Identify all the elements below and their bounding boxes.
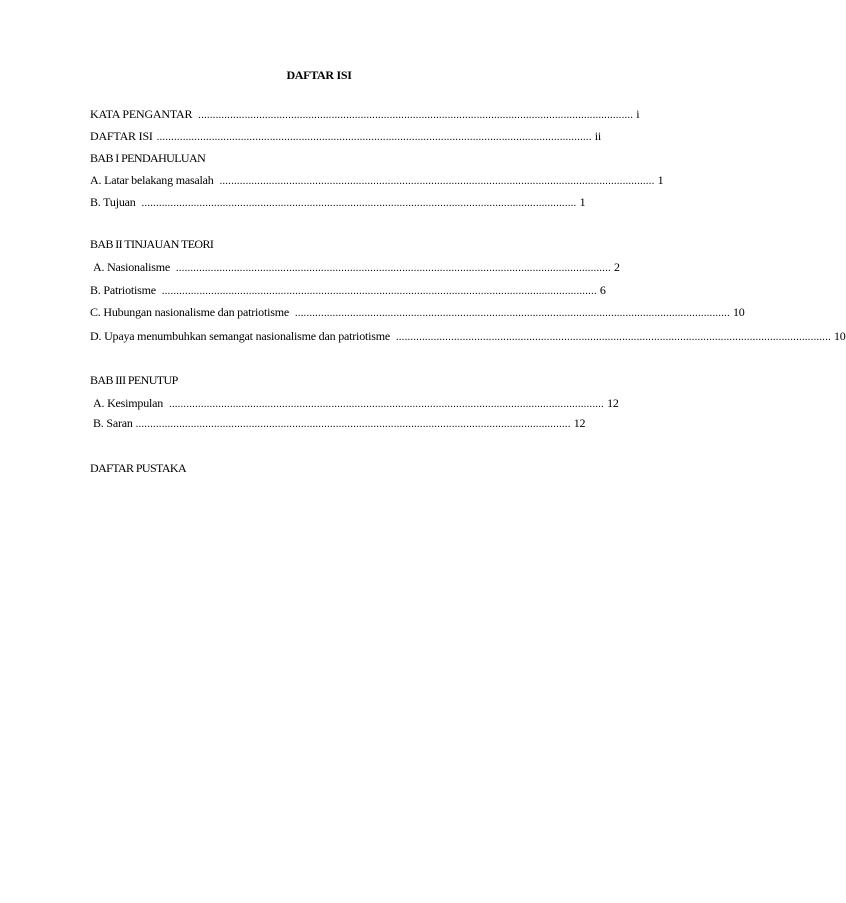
toc-page-number: i <box>636 107 640 121</box>
toc-heading-bab-2: BAB II TINJAUAN TEORI <box>90 237 214 251</box>
toc-heading-bab-1: BAB I PENDAHULUAN <box>90 151 206 165</box>
toc-page-number: 1 <box>657 173 664 187</box>
toc-heading-bab-3: BAB III PENUTUP <box>90 373 178 387</box>
toc-leader-dots: ...................................................................................................................................................... <box>135 419 571 430</box>
toc-entry-label: C. Hubungan nasionalisme dan patriotisme <box>90 305 289 319</box>
toc-leader-dots: ...................................................................................................................................................... <box>219 176 655 187</box>
toc-entry-kata-pengantar <box>90 106 640 122</box>
toc-entry-label: A. Nasionalisme <box>93 260 170 274</box>
toc-entry-hubungan <box>90 304 745 320</box>
toc-entry-daftar-isi <box>90 128 601 144</box>
toc-page-number: ii <box>594 129 601 143</box>
toc-entry-tujuan <box>90 194 586 210</box>
toc-leader-dots: ...................................................................................................................................................... <box>141 198 577 209</box>
toc-entry-label: B. Saran <box>93 416 133 430</box>
toc-entry-label: KATA PENGANTAR <box>90 107 193 121</box>
toc-leader-dots: ...................................................................................................................................................... <box>169 399 605 410</box>
toc-leader-dots: ...................................................................................................................................................... <box>198 110 634 121</box>
toc-entry-patriotisme <box>90 282 606 298</box>
toc-leader-dots: ...................................................................................................................................................... <box>156 132 592 143</box>
toc-heading-daftar-pustaka: DAFTAR PUSTAKA <box>90 461 187 475</box>
toc-entry-label: B. Tujuan <box>90 195 136 209</box>
toc-leader-dots: ...................................................................................................................................................... <box>161 286 597 297</box>
toc-entry-label: A. Kesimpulan <box>93 396 164 410</box>
page-title: DAFTAR ISI <box>286 68 352 82</box>
toc-entry-label: A. Latar belakang masalah <box>90 173 214 187</box>
toc-leader-dots: ...................................................................................................................................................... <box>294 308 730 319</box>
toc-leader-dots: ...................................................................................................................................................... <box>176 263 611 274</box>
toc-entry-label: B. Patriotisme <box>90 283 156 297</box>
toc-entry-latar-belakang <box>90 172 664 188</box>
toc-page-number: 12 <box>573 416 586 430</box>
toc-entry-kesimpulan <box>93 395 619 411</box>
toc-leader-dots: ...................................................................................................................................................... <box>396 332 831 343</box>
toc-entry-saran <box>93 415 586 431</box>
toc-page-number: 6 <box>599 283 606 297</box>
toc-entry-upaya <box>90 328 846 344</box>
toc-entry-label: DAFTAR ISI <box>90 129 153 143</box>
toc-entry-label: D. Upaya menumbuhkan semangat nasionalisme dan patriotisme <box>90 329 390 343</box>
toc-page-number: 10 <box>732 305 745 319</box>
toc-entry-nasionalisme <box>93 259 620 275</box>
toc-page-number: 10 <box>834 329 846 343</box>
toc-page-number: 2 <box>614 260 620 274</box>
toc-page-number: 1 <box>579 195 586 209</box>
toc-page-number: 12 <box>607 396 619 410</box>
